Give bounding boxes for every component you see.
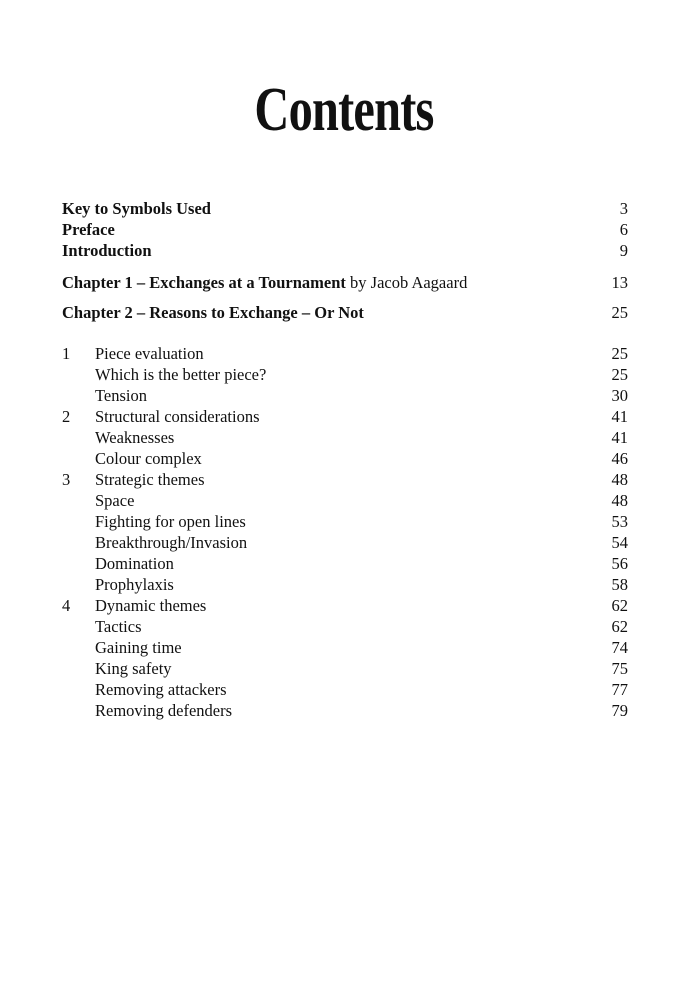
toc-entry-preface[interactable] [62,219,628,240]
toc-page-number: 6 [619,220,628,239]
toc-entry-chapter-2[interactable] [62,302,628,323]
toc-subsection[interactable] [62,385,628,406]
toc-page-number: 48 [611,470,628,489]
toc-page-number: 46 [611,449,628,468]
toc-page-number: 41 [611,428,628,447]
section-label: Structural considerations [95,407,260,426]
toc-subsection[interactable] [62,427,628,448]
subsection-label: King safety [95,659,172,678]
toc-subsection[interactable] [62,700,628,721]
spacer [62,293,628,302]
toc-page-number: 58 [611,575,628,594]
spacer [62,323,628,343]
subsection-label: Tension [95,386,148,405]
table-of-contents [62,198,628,721]
toc-subsection[interactable] [62,532,628,553]
toc-page-number: 77 [611,680,628,699]
toc-section-1[interactable] [62,343,628,364]
chapter-title: Chapter 2 – Reasons to Exchange – Or Not [62,303,364,322]
toc-page-number: 74 [611,638,628,657]
toc-page-number: 53 [611,512,628,531]
toc-subsection[interactable] [62,490,628,511]
subsection-label: Fighting for open lines [95,512,246,531]
toc-page-number: 3 [619,199,628,218]
subsection-label: Weaknesses [95,428,175,447]
toc-subsection[interactable] [62,679,628,700]
toc-page-number: 41 [611,407,628,426]
subsection-label: Gaining time [95,638,182,657]
subsection-label: Which is the better piece? [95,365,267,384]
toc-entry-label: Introduction [62,241,152,260]
toc-entry-label: Preface [62,220,115,239]
section-number: 4 [62,596,71,615]
subsection-label: Prophylaxis [95,575,174,594]
toc-page-number: 30 [611,386,628,405]
toc-section-3[interactable] [62,469,628,490]
toc-subsection[interactable] [62,574,628,595]
section-label: Strategic themes [95,470,205,489]
toc-page-number: 25 [611,344,628,363]
toc-subsection[interactable] [62,364,628,385]
toc-page-number: 56 [611,554,628,573]
section-label: Dynamic themes [95,596,207,615]
toc-subsection[interactable] [62,448,628,469]
spacer [62,261,628,272]
section-number: 1 [62,344,71,363]
section-number: 2 [62,407,71,426]
toc-page-number: 9 [619,241,628,260]
toc-page-number: 79 [611,701,628,720]
toc-page-number: 13 [611,273,628,292]
section-label: Piece evaluation [95,344,204,363]
toc-subsection[interactable] [62,553,628,574]
chapter-title: Chapter 1 – Exchanges at a Tournament [62,273,346,292]
subsection-label: Tactics [95,617,142,636]
chapter-byline: by Jacob Aagaard [345,273,468,292]
toc-entry-key-to-symbols[interactable] [62,198,628,219]
toc-subsection[interactable] [62,616,628,637]
toc-page-number: 62 [611,596,628,615]
toc-page-number: 54 [611,533,628,552]
subsection-label: Colour complex [95,449,202,468]
toc-entry-label-group [62,272,467,293]
toc-entry-label: Key to Symbols Used [62,199,211,218]
toc-section-2[interactable] [62,406,628,427]
toc-page-number: 48 [611,491,628,510]
subsection-label: Removing defenders [95,701,233,720]
toc-subsection[interactable] [62,637,628,658]
toc-section-4[interactable] [62,595,628,616]
page-title: Contents [254,76,434,144]
subsection-label: Removing attackers [95,680,227,699]
toc-page-number: 62 [611,617,628,636]
toc-entry-chapter-1[interactable] [62,272,628,293]
toc-page-number: 75 [611,659,628,678]
toc-subsection[interactable] [62,511,628,532]
subsection-label: Space [95,491,135,510]
section-number: 3 [62,470,71,489]
toc-page-number: 25 [611,303,628,322]
subsection-label: Domination [95,554,174,573]
subsection-label: Breakthrough/Invasion [95,533,248,552]
toc-subsection[interactable] [62,658,628,679]
toc-page-number: 25 [611,365,628,384]
toc-entry-introduction[interactable] [62,240,628,261]
